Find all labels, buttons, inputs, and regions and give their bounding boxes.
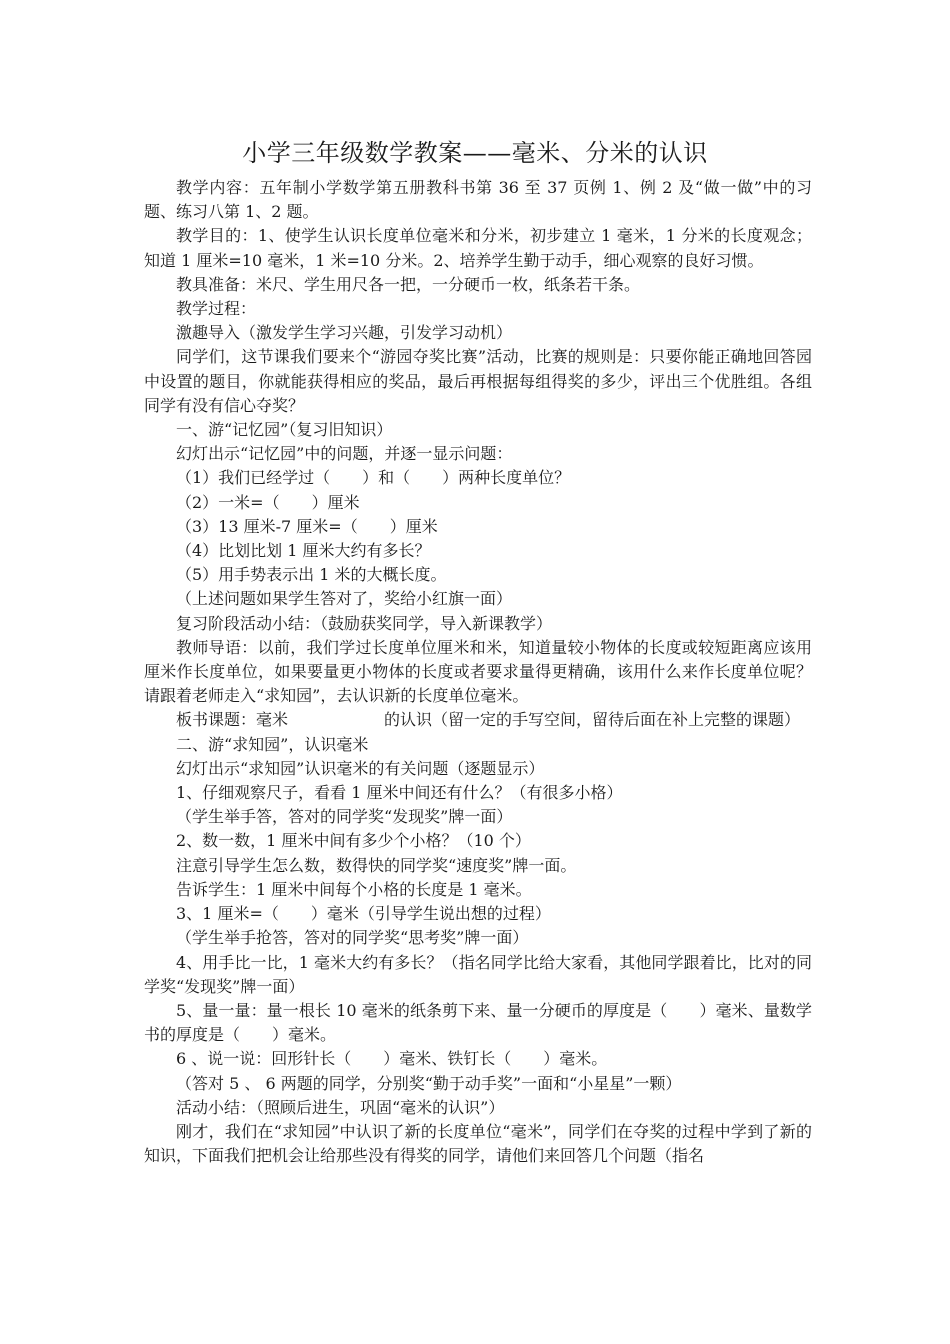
question-item: （3）13 厘米-7 厘米=（ ）厘米 bbox=[176, 516, 438, 536]
paragraph: 复习阶段活动小结：（鼓励获奖同学，导入新课教学） bbox=[176, 613, 553, 633]
paragraph: （学生举手答，答对的同学奖“发现奖”牌一面） bbox=[176, 807, 513, 827]
paragraph: 活动小结：（照顾后进生，巩固“毫米的认识”） bbox=[176, 1097, 505, 1117]
paragraph: 注意引导学生怎么数，数得快的同学奖“速度奖”牌一面。 bbox=[176, 855, 577, 875]
question-item: 2、数一数，1 厘米中间有多少个小格？（10 个） bbox=[176, 831, 531, 851]
paragraph: 激趣导入（激发学生学习兴趣，引发学习动机） bbox=[176, 323, 513, 343]
paragraph: 告诉学生：1 厘米中间每个小格的长度是 1 毫米。 bbox=[176, 879, 532, 899]
paragraph: 幻灯出示“记忆园”中的问题，并逐一显示问题： bbox=[176, 444, 513, 464]
question-item: （1）我们已经学过（ ）和（ ）两种长度单位？ bbox=[176, 468, 571, 488]
question-item: （5）用手势表示出 1 米的大概长度。 bbox=[176, 565, 447, 585]
paragraph: （上述问题如果学生答对了，奖给小红旗一面） bbox=[176, 589, 513, 609]
paragraph: 教学过程： bbox=[176, 299, 257, 319]
paragraph: 教学内容：五年制小学数学第五册教科书第 36 至 37 页例 1、例 2 及“做一做”中的习题、练习八第 1、2 题。 bbox=[144, 178, 812, 222]
section-heading: 一、游“记忆园”（复习旧知识） bbox=[176, 420, 393, 440]
paragraph: 教师导语：以前，我们学过长度单位厘米和米，知道量较小物体的长度或较短距离应该用厘米作长度单位，如果要量更小物体的长度或者要求量得更精确，该用什么来作长度单位呢？请跟着老师走入“求知园”，去认识新的长度单位毫米。 bbox=[144, 637, 812, 706]
question-item: 3、1 厘米=（ ）毫米（引导学生说出想的过程） bbox=[176, 904, 551, 924]
paragraph: 教学目的：1、使学生认识长度单位毫米和分米，初步建立 1 毫米，1 分米的长度观念；知道 1 厘米=10 毫米，1 米=10 分米。2、培养学生勤于动手，细心观察的良好习惯。 bbox=[144, 226, 812, 270]
paragraph: 幻灯出示“求知园”认识毫米的有关问题（逐题显示） bbox=[176, 758, 545, 778]
paragraph: 教具准备：米尺、学生用尺各一把，一分硬币一枚，纸条若干条。 bbox=[176, 274, 641, 294]
question-item: 4、用手比一比，1 毫米大约有多长？（指名同学比给大家看，其他同学跟着比，比对的同学奖“发现奖”牌一面） bbox=[144, 952, 812, 996]
document-body bbox=[144, 176, 812, 1168]
paragraph: （学生举手抢答，答对的同学奖“思考奖”牌一面） bbox=[176, 928, 529, 948]
paragraph: 刚才，我们在“求知园”中认识了新的长度单位“毫米”，同学们在夺奖的过程中学到了新的知识，下面我们把机会让给那些没有得奖的同学，请他们来回答几个问题（指名 bbox=[144, 1121, 812, 1166]
paragraph: 板书课题：毫米 的认识（留一定的手写空间，留待后面在补上完整的课题） bbox=[176, 710, 801, 730]
document-title: 小学三年级数学教案——毫米、分米的认识 bbox=[242, 139, 708, 167]
question-item: 6 、说一说：回形针长（ ）毫米、铁钉长（ ）毫米。 bbox=[176, 1049, 608, 1069]
section-heading: 二、游“求知园”，认识毫米 bbox=[176, 734, 369, 754]
paragraph: （答对 5 、 6 两题的同学，分别奖“勤于动手奖”一面和“小星星”一颗） bbox=[176, 1073, 682, 1093]
question-item: （4）比划比划 1 厘米大约有多长？ bbox=[176, 541, 431, 561]
paragraph: 同学们，这节课我们要来个“游园夺奖比赛”活动，比赛的规则是：只要你能正确地回答园中设置的题目，你就能获得相应的奖品，最后再根据每组得奖的多少，评出三个优胜组。各组同学有没有信心夺奖？ bbox=[144, 347, 812, 415]
question-item: （2）一米=（ ）厘米 bbox=[176, 492, 360, 512]
question-item: 1、仔细观察尺子，看看 1 厘米中间还有什么？（有很多小格） bbox=[176, 783, 623, 803]
question-item: 5、量一量：量一根长 10 毫米的纸条剪下来、量一分硬币的厚度是（ ）毫米、量数学书的厚度是（ ）毫米。 bbox=[144, 1000, 812, 1045]
